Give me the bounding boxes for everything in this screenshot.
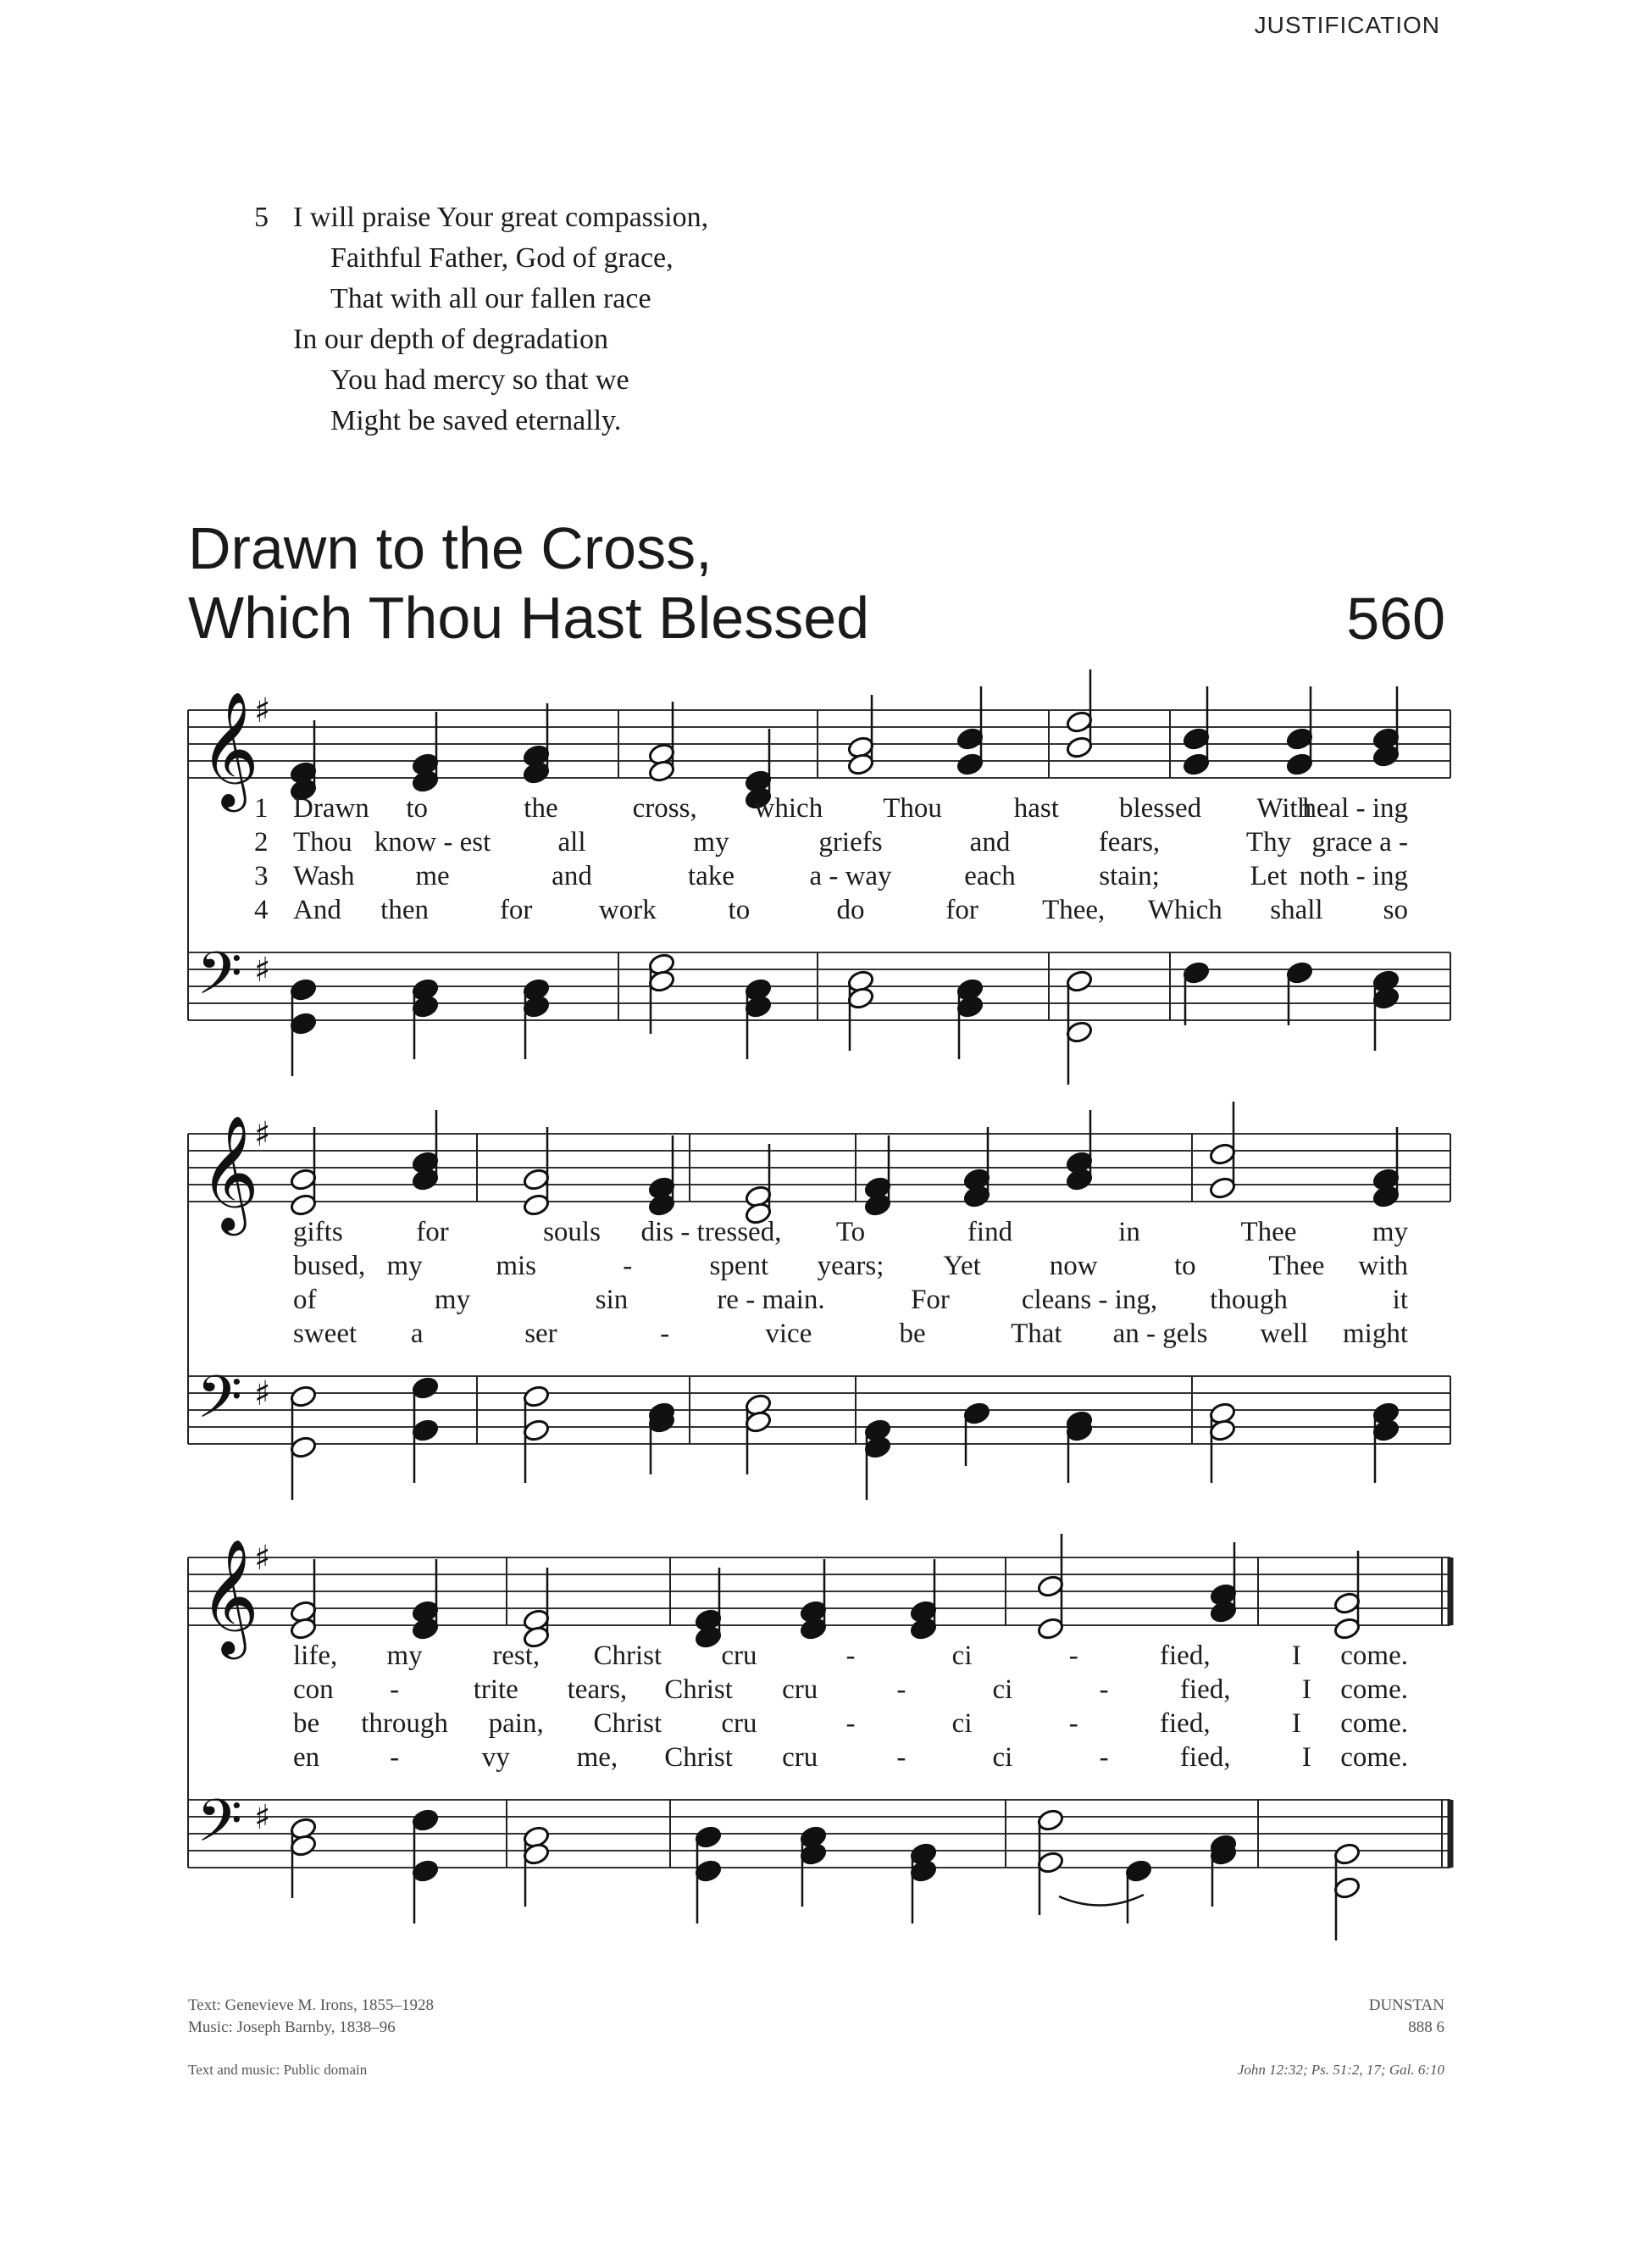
scripture-references: John 12:32; Ps. 51:2, 17; Gal. 6:10 xyxy=(1237,2062,1444,2078)
music-credit: Music: Joseph Barnby, 1838–96 xyxy=(188,2018,396,2036)
lyric-syllable: - xyxy=(1068,1708,1078,1739)
lyric-syllable: my xyxy=(1372,1217,1408,1247)
verse-number: 2 xyxy=(254,827,269,858)
quarter-note xyxy=(962,1184,990,1208)
lyric-syllable: be xyxy=(293,1708,320,1739)
lyric-syllable: cru xyxy=(782,1742,818,1773)
lyric-syllable: for xyxy=(499,895,533,925)
quarter-note xyxy=(411,1375,439,1400)
section-header: JUSTIFICATION xyxy=(1254,12,1440,38)
lyric-syllable: I xyxy=(1291,1641,1301,1671)
lyric-syllable: Thee xyxy=(1268,1251,1325,1281)
lyric-syllable: a - way xyxy=(809,861,892,891)
lyric-syllable: gifts xyxy=(293,1217,343,1247)
quarter-note xyxy=(1124,1858,1152,1883)
lyric-syllable: come. xyxy=(1340,1641,1408,1671)
quarter-note xyxy=(1372,743,1400,768)
lyric-syllable: each xyxy=(964,861,1016,891)
quarter-note xyxy=(909,1858,937,1883)
lyric-syllable: cru xyxy=(721,1708,757,1739)
treble-clef: 𝄞 xyxy=(200,1537,259,1654)
quarter-note xyxy=(289,1011,317,1035)
half-note xyxy=(1333,1841,1361,1866)
verse-number: 3 xyxy=(254,861,269,891)
lyric-syllable: noth - ing xyxy=(1299,861,1408,891)
lyric-syllable: Which xyxy=(1147,895,1222,925)
key-signature-sharp: ♯ xyxy=(254,1374,271,1413)
quarter-note xyxy=(1182,960,1210,985)
half-note xyxy=(289,1833,317,1857)
stanza-line: Might be saved eternally. xyxy=(330,405,622,436)
half-note xyxy=(1065,735,1093,759)
half-note xyxy=(289,1384,317,1408)
lyric-syllable: ser xyxy=(524,1319,557,1349)
lyric-syllable: fied, xyxy=(1179,1742,1231,1773)
hymn-number: 560 xyxy=(1346,586,1445,652)
lyric-syllable: Thy xyxy=(1245,827,1292,858)
stanza-line: That with all our fallen race xyxy=(330,283,651,314)
lyric-syllable: pain, xyxy=(488,1708,544,1739)
half-note xyxy=(1208,1141,1236,1166)
lyric-syllable: for xyxy=(416,1217,449,1247)
quarter-note xyxy=(411,769,439,793)
half-note xyxy=(289,1167,317,1191)
lyric-syllable: do xyxy=(836,895,865,925)
key-signature-sharp: ♯ xyxy=(254,691,271,730)
lyric-syllable: - xyxy=(1099,1742,1109,1773)
quarter-note xyxy=(1182,752,1210,776)
lyric-syllable: rest, xyxy=(492,1641,541,1671)
lyric-syllable: I xyxy=(1301,1674,1311,1705)
lyric-syllable: my xyxy=(386,1251,423,1281)
half-note xyxy=(1208,1418,1236,1442)
lyric-syllable: with xyxy=(1358,1251,1408,1281)
meter: 888 6 xyxy=(1408,2018,1444,2036)
lyric-syllable: - xyxy=(1099,1674,1109,1705)
quarter-note xyxy=(863,1435,891,1459)
lyric-syllable: en xyxy=(293,1742,320,1773)
lyric-syllable: - xyxy=(896,1742,906,1773)
lyric-syllable: to xyxy=(1173,1251,1196,1281)
lyric-syllable: come. xyxy=(1340,1674,1408,1705)
half-note xyxy=(522,1841,550,1866)
half-note xyxy=(1065,709,1093,734)
lyric-syllable: fears, xyxy=(1098,827,1161,858)
lyric-syllable: Christ xyxy=(593,1708,662,1739)
quarter-note xyxy=(1372,1418,1400,1442)
quarter-note xyxy=(1285,752,1313,776)
lyric-syllable: my xyxy=(434,1285,471,1315)
half-note xyxy=(846,985,874,1010)
half-note xyxy=(289,1435,317,1459)
quarter-note xyxy=(956,752,984,776)
lyric-syllable: cru xyxy=(721,1641,757,1671)
half-note xyxy=(846,752,874,776)
quarter-note xyxy=(1285,960,1313,985)
treble-clef: 𝄞 xyxy=(200,1113,259,1230)
lyric-syllable: con xyxy=(293,1674,334,1705)
quarter-note xyxy=(411,1616,439,1641)
lyric-syllable: griefs xyxy=(818,827,883,858)
lyric-syllable: an - gels xyxy=(1112,1319,1208,1349)
lyric-syllable: I xyxy=(1291,1708,1301,1739)
quarter-note xyxy=(962,1401,990,1425)
half-note xyxy=(1036,1807,1064,1832)
lyric-syllable: through xyxy=(361,1708,448,1739)
lyric-syllable: it xyxy=(1392,1285,1408,1315)
quarter-note xyxy=(694,1624,722,1649)
quarter-note xyxy=(411,1858,439,1883)
key-signature-sharp: ♯ xyxy=(254,951,271,990)
lyric-syllable: years; xyxy=(817,1251,884,1281)
lyric-syllable: tears, xyxy=(567,1674,628,1705)
lyric-syllable: sin xyxy=(595,1285,629,1315)
tie xyxy=(1059,1895,1144,1906)
quarter-note xyxy=(863,1192,891,1217)
lyric-syllable: now xyxy=(1049,1251,1098,1281)
lyric-syllable: shall xyxy=(1270,895,1323,925)
half-note xyxy=(522,1384,550,1408)
lyric-syllable: cross, xyxy=(632,793,697,824)
lyric-syllable: - xyxy=(845,1708,856,1739)
stanza-line: In our depth of degradation xyxy=(293,324,608,355)
lyric-syllable: - xyxy=(896,1674,906,1705)
lyric-syllable: Christ xyxy=(593,1641,662,1671)
lyric-syllable: the xyxy=(524,793,558,824)
lyric-syllable: take xyxy=(688,861,735,891)
lyric-syllable: vy xyxy=(481,1742,510,1773)
quarter-note xyxy=(799,1616,827,1641)
treble-clef: 𝄞 xyxy=(200,690,259,807)
quarter-note xyxy=(411,1807,439,1832)
half-note xyxy=(522,1418,550,1442)
lyric-syllable: Christ xyxy=(664,1742,733,1773)
quarter-note xyxy=(694,1824,722,1849)
quarter-note xyxy=(1065,1167,1093,1191)
stanza-line: I will praise Your great compassion, xyxy=(293,202,709,233)
lyric-syllable: for xyxy=(945,895,978,925)
lyric-syllable: might xyxy=(1342,1319,1408,1349)
lyric-syllable: my xyxy=(693,827,729,858)
lyric-syllable: a xyxy=(410,1319,424,1349)
lyric-syllable: Thou xyxy=(883,793,942,824)
half-note xyxy=(1333,1875,1361,1900)
lyric-syllable: dis - tressed, xyxy=(640,1217,782,1247)
lyric-syllable: And xyxy=(293,895,341,925)
verse-number: 4 xyxy=(254,895,269,925)
stanza-line: Faithful Father, God of grace, xyxy=(330,242,674,274)
lyric-syllable: ci xyxy=(951,1641,973,1671)
quarter-note xyxy=(1285,726,1313,751)
lyric-syllable: though xyxy=(1210,1285,1288,1315)
lyric-syllable: With xyxy=(1256,793,1312,824)
quarter-note xyxy=(1372,985,1400,1010)
lyric-syllable: Christ xyxy=(664,1674,733,1705)
lyric-syllable: in xyxy=(1118,1217,1140,1247)
lyric-syllable: ci xyxy=(992,1742,1013,1773)
tune-info xyxy=(1369,1995,1444,2039)
lyric-syllable: know - est xyxy=(374,827,491,858)
lyric-syllable: Drawn xyxy=(293,793,369,824)
quarter-note xyxy=(1372,1184,1400,1208)
quarter-note xyxy=(744,994,772,1019)
tune-name: DUNSTAN xyxy=(1368,1996,1444,2014)
lyric-syllable: find xyxy=(967,1217,1013,1247)
lyric-syllable: cleans - ing, xyxy=(1021,1285,1158,1315)
half-note xyxy=(1065,1019,1093,1044)
lyric-syllable: That xyxy=(1011,1319,1062,1349)
lyric-syllable: bused, xyxy=(293,1251,366,1281)
lyric-syllable: - xyxy=(845,1641,856,1671)
lyric-syllable: stain; xyxy=(1099,861,1160,891)
lyric-syllable: cru xyxy=(782,1674,818,1705)
quarter-note xyxy=(1209,1599,1237,1624)
lyric-syllable: my xyxy=(386,1641,423,1671)
quarter-note xyxy=(799,1841,827,1866)
lyric-syllable: - xyxy=(1068,1641,1078,1671)
half-note xyxy=(1036,1850,1064,1874)
lyric-syllable: come. xyxy=(1340,1742,1408,1773)
lyric-syllable: blessed xyxy=(1118,793,1202,824)
quarter-note xyxy=(289,977,317,1002)
half-note xyxy=(289,1616,317,1641)
lyric-syllable: work xyxy=(598,895,657,925)
verse-number: 1 xyxy=(254,793,269,824)
lyric-syllable: to xyxy=(728,895,751,925)
key-signature-sharp: ♯ xyxy=(254,1798,271,1837)
quarter-note xyxy=(694,1858,722,1883)
lyric-syllable: me, xyxy=(576,1742,618,1773)
lyric-syllable: - xyxy=(390,1742,400,1773)
lyric-syllable: well xyxy=(1260,1319,1309,1349)
lyric-syllable: For xyxy=(911,1285,950,1315)
copyright: Text and music: Public domain xyxy=(188,2062,368,2078)
hymn-title-line-1: Drawn to the Cross, xyxy=(188,515,712,581)
lyric-syllable: Yet xyxy=(943,1251,981,1281)
lyric-syllable: heal - ing xyxy=(1302,793,1408,824)
half-note xyxy=(1036,1574,1064,1598)
lyric-syllable: re - main. xyxy=(717,1285,825,1315)
lyric-syllable: mis xyxy=(496,1251,537,1281)
key-signature-sharp: ♯ xyxy=(254,1539,271,1578)
lyric-syllable: hast xyxy=(1013,793,1059,824)
quarter-note xyxy=(522,760,550,785)
half-note xyxy=(522,1167,550,1191)
lyric-syllable: all xyxy=(557,827,586,858)
lyric-syllable: to xyxy=(406,793,429,824)
lyric-syllable: spent xyxy=(709,1251,769,1281)
half-note xyxy=(647,969,675,993)
lyric-syllable: me xyxy=(415,861,450,891)
lyric-syllable: ci xyxy=(951,1708,973,1739)
lyric-syllable: Let xyxy=(1250,861,1288,891)
half-note xyxy=(1208,1175,1236,1200)
quarter-note xyxy=(411,1167,439,1191)
quarter-note xyxy=(956,994,984,1019)
lyric-syllable: sweet xyxy=(293,1319,358,1349)
key-signature-sharp: ♯ xyxy=(254,1115,271,1154)
lyric-syllable: grace a - xyxy=(1311,827,1408,858)
lyric-syllable: so xyxy=(1383,895,1408,925)
lyric-syllable: which xyxy=(754,793,823,824)
lyric-syllable: be xyxy=(899,1319,926,1349)
lyric-syllable: I xyxy=(1301,1742,1311,1773)
quarter-note xyxy=(1182,726,1210,751)
stanza-number: 5 xyxy=(254,202,269,233)
lyric-syllable: fied, xyxy=(1160,1708,1211,1739)
half-note xyxy=(1065,969,1093,993)
quarter-note xyxy=(647,1192,675,1217)
credits xyxy=(188,1995,434,2039)
half-note xyxy=(522,1192,550,1217)
lyric-syllable: - xyxy=(660,1319,670,1349)
half-note xyxy=(1333,1616,1361,1641)
lyric-syllable: Thou xyxy=(293,827,352,858)
quarter-note xyxy=(522,994,550,1019)
lyric-syllable: souls xyxy=(543,1217,601,1247)
lyric-syllable: fied, xyxy=(1160,1641,1211,1671)
quarter-note xyxy=(411,994,439,1019)
stanza-line: You had mercy so that we xyxy=(330,364,629,396)
bass-clef: 𝄢 xyxy=(197,939,243,1022)
lyric-syllable: life, xyxy=(293,1641,338,1671)
lyric-syllable: - xyxy=(390,1674,400,1705)
lyric-syllable: ci xyxy=(992,1674,1013,1705)
quarter-note xyxy=(909,1616,937,1641)
lyric-syllable: Wash xyxy=(293,861,355,891)
text-credit: Text: Genevieve M. Irons, 1855–1928 xyxy=(188,1996,434,2014)
lyric-syllable: trite xyxy=(473,1674,518,1705)
lyric-syllable: and xyxy=(552,861,592,891)
lyric-syllable: Thee xyxy=(1240,1217,1297,1247)
quarter-note xyxy=(956,726,984,751)
lyric-syllable: then xyxy=(380,895,430,925)
lyric-syllable: fied, xyxy=(1179,1674,1231,1705)
half-note xyxy=(744,1409,772,1434)
lyric-syllable: vice xyxy=(765,1319,812,1349)
lyric-syllable: - xyxy=(623,1251,633,1281)
bass-clef: 𝄢 xyxy=(197,1786,243,1869)
half-note xyxy=(647,758,675,783)
hymn-title-line-2: Which Thou Hast Blessed xyxy=(188,585,870,651)
lyric-syllable: To xyxy=(835,1217,866,1247)
bass-clef: 𝄢 xyxy=(197,1363,243,1446)
half-note xyxy=(1036,1616,1064,1641)
lyric-syllable: Thee, xyxy=(1042,895,1106,925)
quarter-note xyxy=(411,1418,439,1442)
lyric-syllable: of xyxy=(293,1285,317,1315)
lyric-syllable: come. xyxy=(1340,1708,1408,1739)
half-note xyxy=(1333,1591,1361,1615)
lyric-syllable: and xyxy=(969,827,1011,858)
half-note xyxy=(289,1192,317,1217)
